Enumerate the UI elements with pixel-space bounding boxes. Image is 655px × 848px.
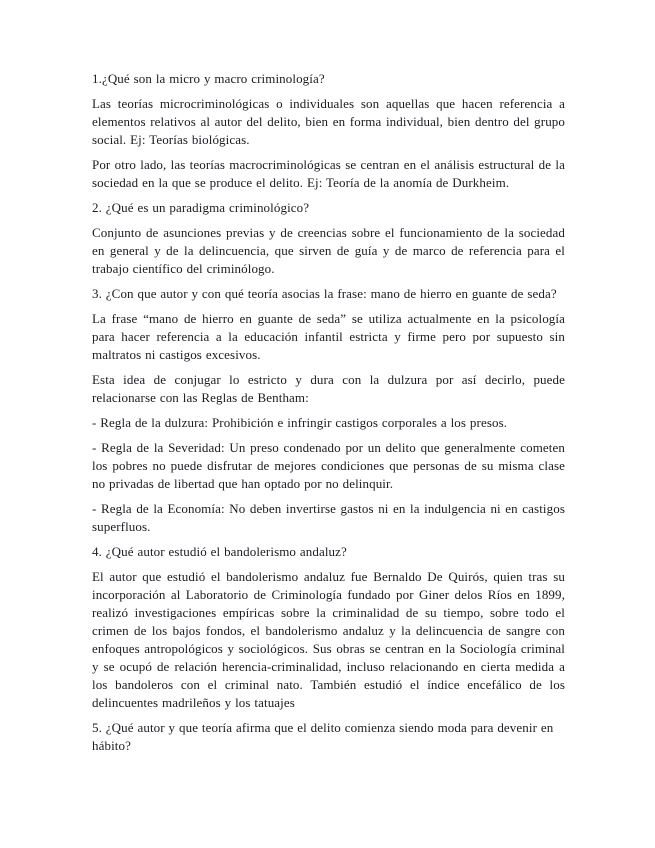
answer-3b: Esta idea de conjugar lo estricto y dura con la dulzura por así decirlo, puede relacionarse con las Reglas de Bentham: [92, 372, 565, 405]
question-2: 2. ¿Qué es un paradigma criminológico? [92, 200, 310, 215]
question-5: 5. ¿Qué autor y que teoría afirma que el delito comienza siendo moda para devenir en hábito? [92, 720, 554, 753]
question-1: 1.¿Qué son la micro y macro criminología? [92, 71, 325, 86]
answer-2: Conjunto de asunciones previas y de creencias sobre el funcionamiento de la sociedad en general y de la delincuencia, que sirven de guía y de marco de referencia para el trabajo científico del criminólogo. [92, 225, 565, 276]
answer-4: El autor que estudió el bandolerismo andaluz fue Bernaldo De Quirós, quien tras su incorporación al Laboratorio de Criminología fundado por Giner delos Ríos en 1899, realizó investigaciones empíricas sobre la criminalidad de su tiempo, sobre todo el crimen de los bajos fondos, el bandolerismo andaluz y la delincuencia de sangre con enfoques antropológicos y sociológicos. Sus obras se centran en la Sociología criminal y se ocupó de relación herencia-criminalidad, incluso relacionando en cierta medida a los bandoleros con el criminal nato. También estudió el índice encefálico de los delincuentes madrileños y los tatuajes [92, 569, 565, 710]
answer-1b: Por otro lado, las teorías macrocriminológicas se centran en el análisis estructural de la sociedad en la que se produce el delito. Ej: Teoría de la anomía de Durkheim. [92, 157, 565, 190]
rule-dulzura: - Regla de la dulzura: Prohibición e infringir castigos corporales a los presos. [92, 415, 508, 430]
answer-3a: La frase “mano de hierro en guante de seda” se utiliza actualmente en la psicología para hacer referencia a la educación infantil estricta y firme pero por supuesto sin maltratos ni castigos excesivos. [92, 311, 565, 362]
question-4: 4. ¿Qué autor estudió el bandolerismo andaluz? [92, 544, 347, 559]
rule-economia: - Regla de la Economía: No deben invertirse gastos ni en la indulgencia ni en castigos superfluos. [92, 501, 565, 534]
answer-1a: Las teorías microcriminológicas o individuales son aquellas que hacen referencia a elementos relativos al autor del delito, bien en forma individual, bien dentro del grupo social. Ej: Teorías biológicas. [92, 96, 565, 147]
rule-severidad: - Regla de la Severidad: Un preso condenado por un delito que generalmente cometen los pobres no puede disfrutar de mejores condiciones que personas de su misma clase no privadas de libertad que han optado por no delinquir. [92, 440, 565, 491]
question-3: 3. ¿Con que autor y con qué teoría asocias la frase: mano de hierro en guante de seda? [92, 286, 557, 301]
